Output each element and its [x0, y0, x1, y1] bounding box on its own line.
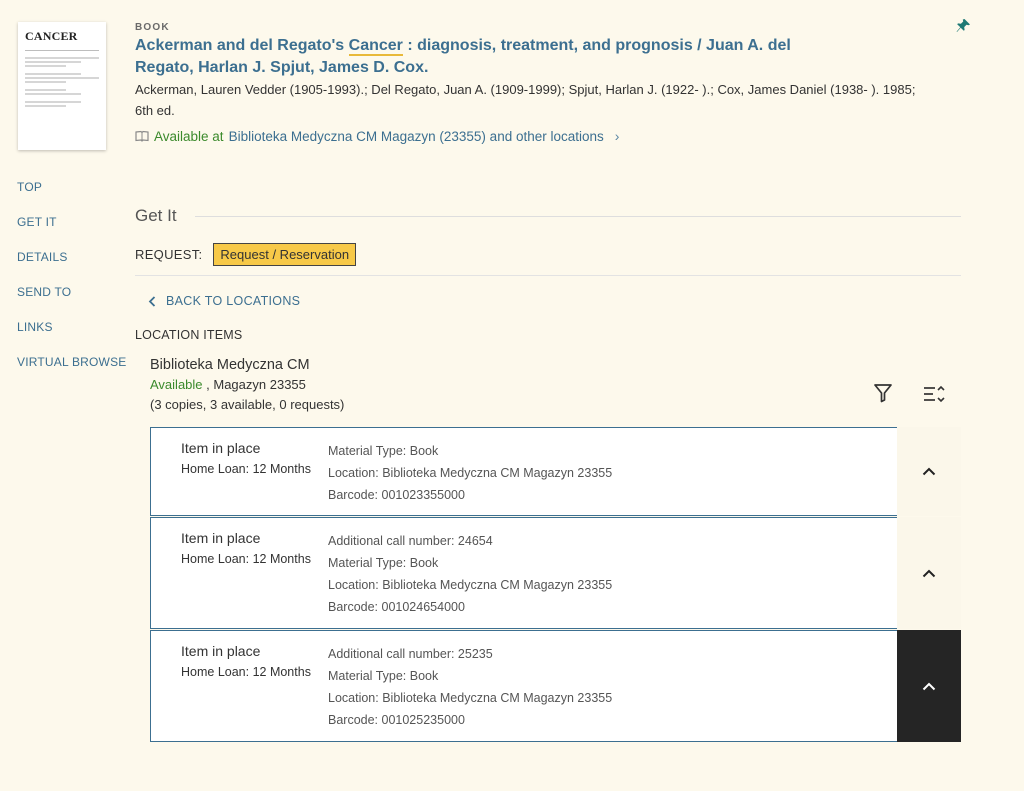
get-it-header — [135, 206, 961, 226]
item-details — [328, 530, 612, 618]
expand-item-button[interactable] — [897, 630, 961, 742]
location-shelf: , Magazyn 23355 — [202, 377, 306, 392]
item-detail: Location: Biblioteka Medyczna CM Magazyn 23355 — [328, 578, 613, 592]
nav-top[interactable]: TOP — [17, 180, 43, 194]
item-detail: Material Type: Book — [328, 444, 439, 458]
location-copies: (3 copies, 3 available, 0 requests) — [150, 397, 345, 412]
book-cover-thumbnail[interactable] — [18, 22, 106, 150]
item-detail: Barcode: 001024654000 — [328, 600, 465, 614]
availability-location: Biblioteka Medyczna CM Magazyn (23355) and other locations — [228, 128, 604, 144]
nav-links[interactable]: LINKS — [17, 320, 53, 334]
record-authors: Ackerman, Lauren Vedder (1905-1993).; Del Regato, Juan A. (1909-1999); Spjut, Harlan J. (1922- ).; Cox, James Daniel (1938- ). 1985; 6th ed. — [135, 82, 916, 118]
item-row[interactable] — [150, 517, 898, 629]
cover-title: CANCER — [25, 29, 78, 43]
location-items-title: LOCATION ITEMS — [135, 328, 243, 342]
item-detail: Additional call number: 25235 — [328, 647, 493, 661]
item-details — [328, 440, 612, 506]
get-it-title: Get It — [135, 206, 177, 225]
chevron-up-icon — [922, 682, 936, 691]
item-status: Item in place — [181, 440, 261, 456]
item-row[interactable] — [150, 427, 898, 516]
nav-details[interactable]: DETAILS — [17, 250, 68, 264]
item-loan-policy: Home Loan: 12 Months — [181, 552, 311, 566]
record-title[interactable] — [135, 35, 815, 79]
section-nav — [17, 178, 127, 388]
item-status: Item in place — [181, 530, 261, 546]
item-status: Item in place — [181, 643, 261, 659]
nav-virtual-browse[interactable]: VIRTUAL BROWSE — [17, 355, 127, 369]
item-loan-policy: Home Loan: 12 Months — [181, 462, 311, 476]
expand-item-button[interactable] — [897, 517, 961, 629]
item-detail: Additional call number: 24654 — [328, 534, 493, 548]
request-reservation-button[interactable]: Request / Reservation — [213, 243, 356, 266]
item-details — [328, 643, 612, 731]
back-to-locations-link[interactable] — [148, 294, 300, 308]
item-detail: Material Type: Book — [328, 669, 439, 683]
expand-item-button[interactable] — [897, 427, 961, 516]
divider — [135, 275, 961, 276]
item-detail: Location: Biblioteka Medyczna CM Magazyn 23355 — [328, 691, 613, 705]
request-label: REQUEST: — [135, 247, 203, 262]
location-status — [150, 377, 306, 392]
location-name: Biblioteka Medyczna CM — [150, 357, 310, 373]
item-detail: Material Type: Book — [328, 556, 439, 570]
item-detail: Barcode: 001023355000 — [328, 488, 465, 502]
item-detail: Barcode: 001025235000 — [328, 713, 465, 727]
filter-icon[interactable] — [872, 382, 894, 404]
nav-send-to[interactable]: SEND TO — [17, 285, 72, 299]
chevron-up-icon — [922, 569, 936, 578]
item-detail: Location: Biblioteka Medyczna CM Magazyn 23355 — [328, 466, 613, 480]
title-part-1: Ackerman and del Regato's — [135, 37, 349, 54]
chevron-up-icon — [922, 467, 936, 476]
location-availability: Available — [150, 377, 203, 392]
item-row[interactable] — [150, 630, 898, 742]
sort-icon[interactable] — [922, 384, 946, 404]
availability-link[interactable] — [135, 128, 619, 144]
chevron-right-icon: › — [614, 128, 620, 144]
chevron-left-icon — [148, 296, 156, 307]
record-type: BOOK — [135, 22, 170, 33]
availability-status: Available at — [154, 128, 224, 144]
book-icon — [135, 130, 149, 142]
pin-icon[interactable] — [955, 18, 971, 34]
back-label: BACK TO LOCATIONS — [166, 294, 301, 308]
divider — [195, 216, 961, 217]
item-loan-policy: Home Loan: 12 Months — [181, 665, 311, 679]
request-row — [135, 243, 356, 266]
title-part-2: : diagnosis, treatment, and prognosis / Juan A. del Regato, Harlan J. Spjut, James D. Cox. — [135, 37, 791, 76]
nav-get-it[interactable]: GET IT — [17, 215, 57, 229]
title-highlight: Cancer — [348, 37, 403, 54]
